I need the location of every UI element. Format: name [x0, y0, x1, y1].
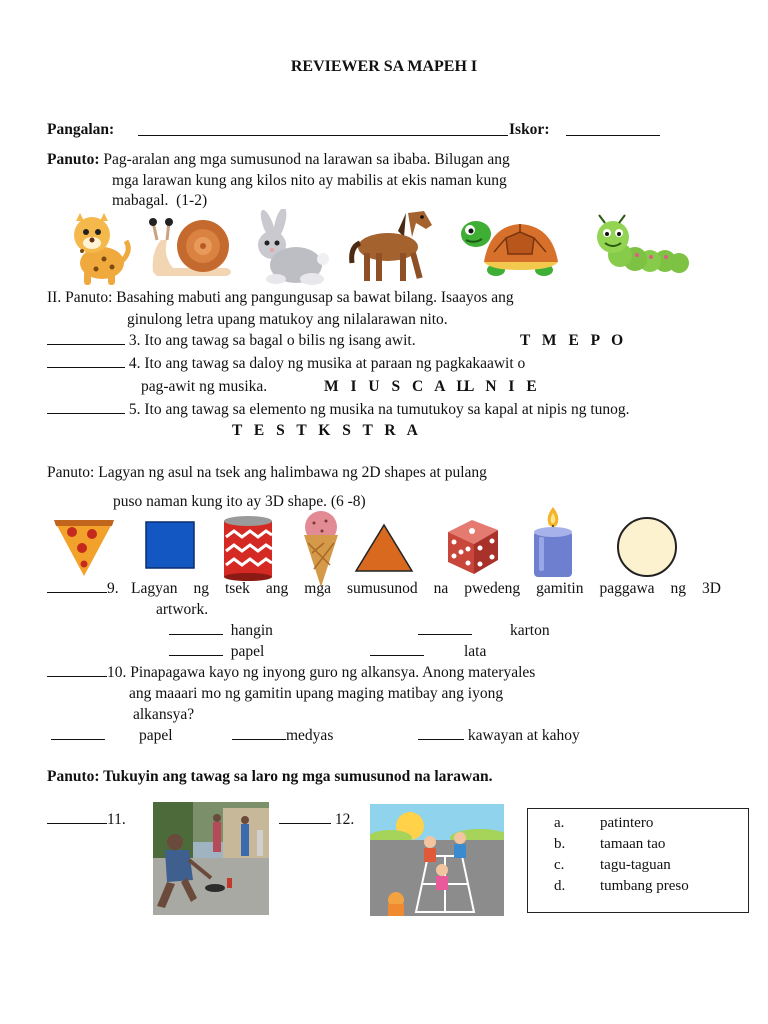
q9-line2: artwork. — [156, 601, 209, 618]
choice-letter: a. — [554, 815, 565, 831]
q9-num: 9. — [107, 580, 119, 597]
square-icon — [145, 521, 195, 569]
q4-blank[interactable] — [47, 355, 125, 368]
part1-line3 — [112, 192, 207, 210]
q3-text: 3. Ito ang tawag sa bagal o bilis ng isang awit. — [128, 332, 416, 349]
q9-word: gamitin — [536, 580, 584, 597]
part1-label: Panuto: — [47, 151, 100, 168]
q10-option-label: kawayan at kahoy — [467, 727, 580, 744]
q9-option-label: papel — [230, 643, 265, 660]
caterpillar-icon — [593, 213, 689, 277]
q5-row — [47, 401, 630, 419]
q10-option-blank[interactable] — [232, 727, 286, 740]
choice-letter: b. — [554, 836, 566, 852]
q3-row — [47, 332, 416, 350]
ice-cream-cone-icon — [300, 511, 342, 587]
choice-a — [554, 815, 653, 832]
part1-text3: mabagal. — [112, 192, 169, 209]
part3-line2: puso naman kung ito ay 3D shape. (6 -8) — [113, 493, 366, 510]
q10-line3: alkansya? — [133, 706, 195, 723]
name-label: Pangalan: — [47, 121, 115, 138]
q9-justified-line — [131, 580, 721, 598]
q9-word: Lagyan — [131, 580, 178, 597]
q9-option-label: karton — [510, 622, 550, 639]
q9-option-blank[interactable] — [169, 643, 223, 656]
part1-line2: mga larawan kung ang kilos nito ay mabilis at ekis naman kung — [112, 172, 507, 189]
q9-blank-num — [47, 580, 119, 598]
q10-option-label: medyas — [286, 727, 334, 744]
q9-option-papel — [169, 643, 264, 661]
q9-word: na — [433, 580, 449, 597]
q9-word: sumusunod — [346, 580, 418, 597]
dice-icon — [442, 516, 504, 578]
q12-row — [279, 811, 354, 829]
choices-box — [527, 808, 749, 913]
q4-scrambled1: M I U S C A L — [324, 378, 471, 395]
q9-word: ng — [193, 580, 209, 597]
q11-row — [47, 811, 126, 829]
choice-c — [554, 857, 671, 874]
circle-icon — [616, 516, 678, 578]
game-illustration-2 — [370, 804, 504, 916]
q9-option-label: lata — [464, 643, 487, 660]
q9-option-blank[interactable] — [418, 622, 472, 635]
q9-word: paggawa — [599, 580, 655, 597]
choice-letter: d. — [554, 878, 566, 894]
q5-blank[interactable] — [47, 401, 125, 414]
q10-line2: ang maaari mo ng gamitin upang maging matibay ang iyong — [129, 685, 504, 702]
q9-word: pwedeng — [464, 580, 521, 597]
part3-line1: Panuto: Lagyan ng asul na tsek ang halimbawa ng 2D shapes at pulang — [47, 464, 487, 481]
part1-items: (1-2) — [176, 192, 208, 209]
q9-word: 3D — [702, 580, 721, 597]
q5-scrambled: T E S T K S T R A — [232, 422, 422, 439]
q12-blank[interactable] — [279, 811, 331, 824]
q9-option-label: hangin — [230, 622, 273, 639]
q10-option-blank[interactable] — [51, 727, 105, 740]
leopard-icon — [64, 211, 132, 285]
rabbit-icon — [248, 209, 330, 287]
q9-option-hangin — [169, 622, 273, 640]
can-icon — [222, 515, 274, 581]
choice-letter: c. — [554, 857, 565, 873]
q9-option-blank[interactable] — [169, 622, 223, 635]
q10-option-label: papel — [139, 727, 173, 744]
q9-word: ng — [670, 580, 687, 597]
score-blank[interactable] — [566, 123, 660, 136]
part2-line1: II. Panuto: Basahing mabuti ang pangungusap sa bawat bilang. Isaayos ang — [47, 289, 514, 306]
turtle-icon — [460, 212, 560, 282]
part2-line2: ginulong letra upang matukoy ang nilalarawan nito. — [127, 311, 448, 328]
name-blank[interactable] — [138, 123, 508, 136]
game-photo-1 — [153, 802, 269, 915]
choice-d — [554, 878, 689, 895]
q10-option-medyas — [232, 727, 333, 745]
pizza-slice-icon — [52, 516, 116, 578]
q11-blank[interactable] — [47, 811, 107, 824]
q10-option-papel — [51, 727, 173, 745]
q9-option-karton — [418, 622, 550, 640]
q5-text: 5. Ito ang tawag sa elemento ng musika na tumutukoy sa kapal at nipis ng tunog. — [128, 401, 630, 418]
q9-word: tsek — [224, 580, 250, 597]
q9-word: ang — [265, 580, 289, 597]
part1-line1 — [47, 151, 510, 169]
q4-text: 4. Ito ang tawag sa daloy ng musika at paraan ng pagkakaawit o — [128, 355, 526, 372]
choice-b — [554, 836, 665, 853]
q9-word: mga — [304, 580, 331, 597]
q4-line2: pag-awit ng musika. — [141, 378, 268, 395]
q4-scrambled2: L N I E — [464, 378, 541, 395]
horse-icon — [346, 207, 436, 285]
choice-text: patintero — [600, 815, 654, 831]
q10-text: 10. Pinapagawa kayo ng inyong guro ng alkansya. Anong materyales — [107, 664, 536, 681]
q10-blank[interactable] — [47, 664, 107, 677]
q3-scrambled: T M E P O — [520, 332, 628, 349]
q11-num: 11. — [107, 811, 126, 828]
q3-blank[interactable] — [47, 332, 125, 345]
q9-option-blank[interactable] — [370, 643, 424, 656]
q10-option-blank[interactable] — [418, 727, 464, 740]
snail-icon — [147, 212, 237, 280]
choice-text: tamaan tao — [600, 836, 666, 852]
choice-text: tagu-taguan — [600, 857, 671, 873]
score-label: Iskor: — [509, 121, 550, 138]
part1-text1: Pag-aralan ang mga sumusunod na larawan sa ibaba. Bilugan ang — [103, 151, 510, 168]
choice-text: tumbang preso — [600, 878, 689, 894]
q10-row — [47, 664, 535, 682]
worksheet-title: REVIEWER SA MAPEH I — [290, 58, 478, 75]
q9-option-lata — [370, 643, 486, 661]
part4-instruction: Panuto: Tukuyin ang tawag sa laro ng mga sumusunod na larawan. — [47, 768, 493, 785]
q10-option-kawayan — [418, 727, 580, 745]
q4-row — [47, 355, 525, 373]
q9-blank[interactable] — [47, 580, 107, 593]
q12-num: 12. — [334, 811, 355, 828]
candle-icon — [531, 505, 575, 581]
triangle-icon — [354, 523, 414, 573]
